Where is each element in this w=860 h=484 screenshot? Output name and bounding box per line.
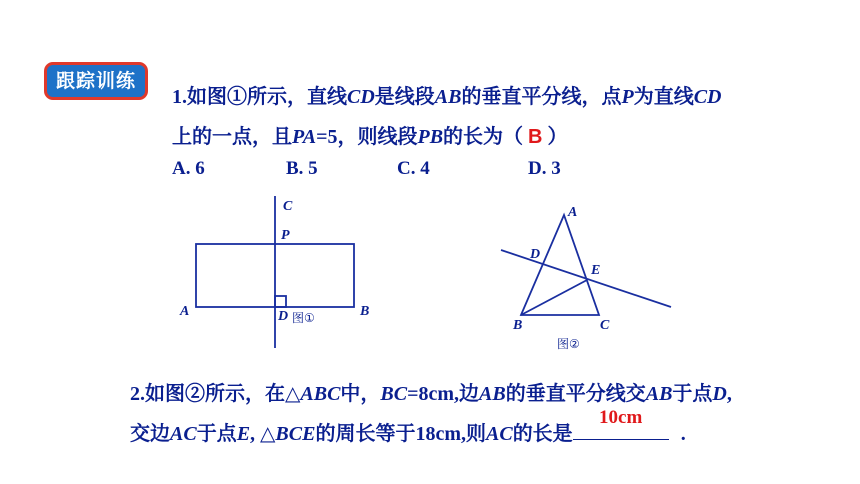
option-c: C. 4 bbox=[397, 158, 430, 179]
q2-var: AB bbox=[645, 383, 673, 405]
q1-text: 为直线 bbox=[633, 86, 694, 108]
q2-text: 的长是 bbox=[512, 423, 573, 445]
q2-end: . bbox=[680, 423, 686, 445]
q1-text: 上的一点，且 bbox=[172, 126, 292, 148]
fig2-label-a: A bbox=[568, 205, 578, 220]
q2-var: BCE bbox=[275, 423, 316, 445]
q1-var: AB bbox=[434, 86, 462, 108]
answer-blank bbox=[573, 407, 669, 440]
option-a: A. 6 bbox=[172, 158, 205, 179]
q2-var: ABC bbox=[300, 383, 341, 405]
q1-var: CD bbox=[693, 86, 722, 108]
section-badge: 跟踪训练 bbox=[44, 62, 148, 100]
perpendicular-bisector bbox=[501, 250, 671, 307]
segment-be bbox=[521, 280, 587, 315]
q1-text: 的长为（ bbox=[443, 126, 529, 148]
fig1-label-b: B bbox=[360, 304, 370, 319]
q2-text: , bbox=[726, 383, 732, 405]
q1-text: 的垂直平分线，点 bbox=[461, 86, 622, 108]
q2-text: 于点 bbox=[196, 423, 237, 445]
q2-answer: 10cm bbox=[599, 407, 643, 428]
q2-var: BC bbox=[380, 383, 408, 405]
q2-text: , △ bbox=[250, 423, 276, 445]
fig1-caption: 图① bbox=[292, 311, 315, 325]
q2-text: 交边 bbox=[130, 423, 170, 445]
option-b: B. 5 bbox=[286, 158, 318, 179]
option-d: D. 3 bbox=[528, 158, 561, 179]
q2-text: =8cm,边 bbox=[407, 383, 480, 405]
fig1-label-p: P bbox=[281, 228, 290, 243]
q2-text: 于点 bbox=[672, 383, 713, 405]
q1-text: =5，则线段 bbox=[316, 126, 418, 148]
fig2-label-c: C bbox=[600, 318, 610, 333]
fig2-label-e: E bbox=[591, 263, 601, 278]
q2-var: E bbox=[236, 423, 251, 445]
q1-var: CD bbox=[347, 86, 375, 108]
q1-var: PA bbox=[292, 126, 317, 148]
q2-var: D bbox=[712, 383, 727, 405]
fig2-caption: 图② bbox=[557, 337, 580, 351]
q2-line2 bbox=[130, 407, 686, 446]
fig1-label-a: A bbox=[180, 304, 190, 319]
q2-text: 中， bbox=[340, 383, 381, 405]
q1-var: P bbox=[621, 86, 634, 108]
q2-var: AB bbox=[479, 383, 506, 405]
right-angle-mark bbox=[275, 296, 286, 307]
fig2-label-d: D bbox=[530, 247, 541, 262]
q1-text: 是线段 bbox=[374, 86, 435, 108]
q2-text: 的周长等于18cm,则 bbox=[315, 423, 486, 445]
q2-text: 2.如图②所示，在△ bbox=[130, 383, 301, 405]
q2-line1 bbox=[130, 377, 732, 406]
figure-1 bbox=[196, 196, 354, 348]
q2-var: AC bbox=[486, 423, 513, 445]
q2-var: AC bbox=[170, 423, 197, 445]
q1-answer: B bbox=[528, 126, 543, 148]
fig1-label-c: C bbox=[283, 199, 293, 214]
figure-2 bbox=[501, 215, 671, 315]
q1-var: PB bbox=[417, 126, 444, 148]
q1-text: ） bbox=[542, 126, 568, 148]
q1-text: 1.如图①所示，直线 bbox=[172, 86, 347, 108]
fig1-label-d: D bbox=[278, 309, 289, 324]
q2-text: 的垂直平分线交 bbox=[505, 383, 646, 405]
triangle-abc bbox=[521, 215, 599, 315]
fig2-label-b: B bbox=[513, 318, 523, 333]
